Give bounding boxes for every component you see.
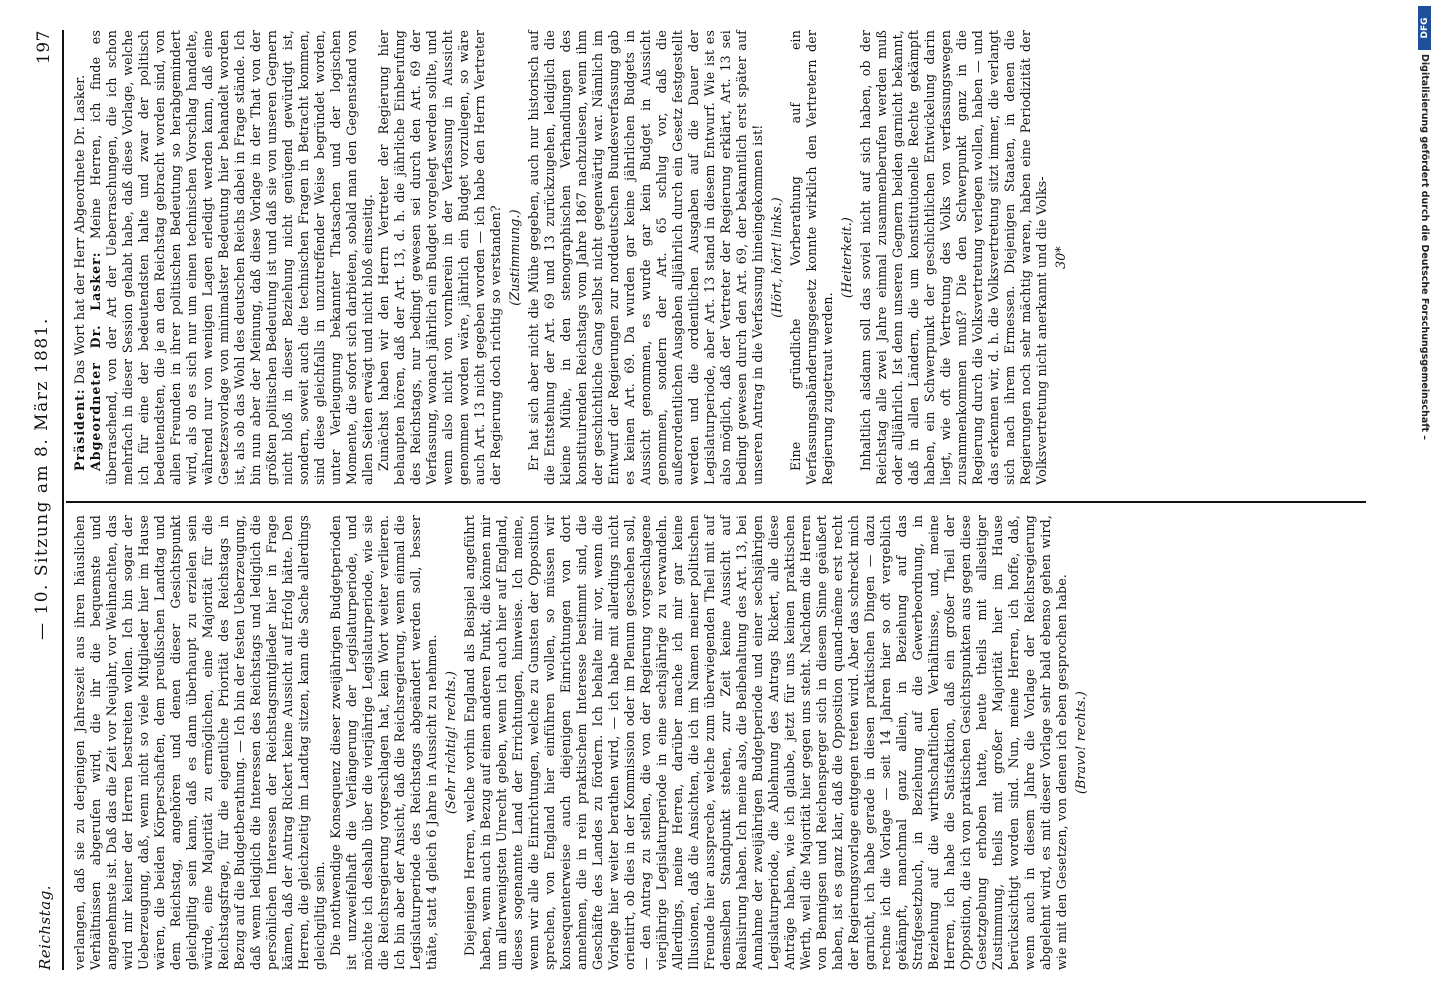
paragraph: Inhaltlich alsdann soll das soviel nicht auf sich haben, ob der Reichstag alle zwei Jahre einmal zusammenberufen werden muß oder alljährlich. Ist denn unseren Gegnern beiden garnicht bekannt, daß in allen Ländern, die um konstitutionelle Rechte gekämpft haben, ein Schwerpunkt der geschichtlichen Entwickelung darin liegt, wie oft die Vertretung des Volks von verfassungswegen zusammenkommen muß? Die den Schwerpunkt ganz in die Regierung durch die Volksvertretung verlegen wollen, haben — und das erkennen wir, d. h. die Volksvertretung sitzt immer, die verlangt sich nach ihrem Ermessen. Diejenigen Staaten, in denen die Regierungen noch sehr mächtig waren, haben eine Periodizität der Volksvertretung nicht anerkannt und die Volks- [858, 30, 1049, 485]
stage-direction: (Hört, hört! links.) [769, 197, 784, 318]
dfg-logo: DFG [1418, 6, 1431, 50]
stage-direction: (Zustimmung.) [507, 209, 522, 306]
speaker-label: Abgeordneter Dr. Lasker: [88, 251, 103, 471]
page-number: 197 [34, 30, 54, 64]
funding-notice: Digitalisierung gefördert durch die Deutsche Forschungsgemeinschaft – [1419, 54, 1430, 441]
digitization-sidebar [1418, 6, 1432, 996]
paragraph: Die nothwendige Konsequenz dieser zweijährigen Budgetperioden ist unzweifelhaft die Verlängerung der Legislaturperiode, und möchte ich deshalb über die vierjährige Legislaturperiode, wie sie die Reichsregierung vorgeschlagen hat, kein Wort weiter verlieren. Ich bin aber der Ansicht, daß die Reichsregierung, wenn einmal die Legislaturperiode des Reichstags abgeändert werden soll, besser thäte, statt 4 gleich 6 Jahre in Aussicht zu nehmen. [328, 515, 439, 970]
paragraph: Eine gründliche Vorberathung auf ein Verfassungsabänderungsgesetz konnte wirklich den Vertretern der Regierung zugetraut werden. [788, 30, 835, 485]
paragraph: Das Wort hat der Herr Abgeordnete Dr. Lasker. [72, 74, 87, 385]
paragraph: Zunächst haben wir den Herrn Vertreter der Regierung hier behaupten hören, daß der Art. 13, d. h. die jährliche Einberufung des Reichstags, nur bedingt gewesen sei durch den Art. 69 der Verfassung, wonach jährlich ein Budget vorgelegt werden sollte, und wenn also nicht von vornherein in der Verfassung in Aussicht genommen worden wäre, jährlich ein Budget vorzulegen, so wäre auch Art. 13 nicht gegeben worden — ich habe den Herrn Vertreter der Regierung doch richtig so verstanden? [376, 30, 503, 485]
right-column [72, 30, 1072, 485]
column-divider [66, 501, 1366, 503]
stage-direction: (Bravo! rechts.) [1073, 691, 1088, 794]
header-rule [62, 30, 64, 970]
paragraph: Diejenigen Herren, welche vorhin England als Beispiel angeführt haben, wenn auch in Bezug auf einen anderen Punkt, die können mir um allerwenigsten Unrecht geben, wenn ich auch hier auf England, dieses sogenannte Land der Errichtungen, hinweise. Ich meine, wenn wir alle die Einrichtungen, welche zu Gunsten der Opposition sprechen, von England hier einführen wollen, so müssen wir konsequenterweise auch diejenigen Einrichtungen von dort annehmen, die in rein praktischem Interesse bestimmt sind, die Geschäfte des Landes zu fördern. Ich behalte mir vor, wenn die Vorlage hier weiter berathen wird, — ich habe mit allerdings nicht orientirt, ob dies in der Kommission oder im Plenum geschehen soll, — den Antrag zu stellen, die von der Regierung vorgeschlagene vierjährige Legislaturperiode in eine sechsjährige zu verwandeln. Allerdings, meine Herren, darüber mache ich mir gar keine Illusionen, daß die Ansichten, die ich im Namen meiner politischen Freunde hier ausspreche, welche zum überwiegenden Theil mit auf demselben Standpunkt stehen, zur Zeit keine Aussicht auf Realisirung haben. Ich meine also, die Beibehaltung des Art. 13, bei Annahme der zweijährigen Budgetperiode und einer sechsjährigen Legislaturperiode, die Ablehnung des Antrags Rickert, alle diese Anträge haben, wie ich glaube, jetzt für uns keinen praktischen Werth, weil die Majorität hier gegen uns steht. Nachdem die Herren von Bennigsen und Reichensperger sich in diesem Sinne geäußert haben, ist es ganz klar, daß die Opposition quand-même erst recht der Regierungsvorlage entgegen treten wird. Aber das schreckt mich garnicht, ich habe gerade in diesen praktischen Dingen — dazu rechne ich die Vorlage — seit 14 Jahren hier so oft vergeblich gekämpft, manchmal ganz allein, in Beziehung auf das Strafgesetzbuch, in Beziehung auf die Gewerbeordnung, in Beziehung auf die wirthschaftlichen Verhältnisse, und, meine Herren, ich habe die Satisfaktion, daß ein großer Theil der Opposition, die ich von praktischen Gesichtspunkten aus gegen diese Gesetzgebung erhoben hatte, heute theils mit allseitiger Zustimmung, theils mit großer Majorität hier im Hause berücksichtigt worden sind. Nun, meine Herren, ich hoffe, daß, wenn auch in diesem Jahre die Vorlage der Reichsregierung abgelehnt wird, es mit dieser Vorlage sehr bald ebenso gehen wird, wie mit den Gesetzen, von denen ich eben gesprochen habe. [462, 515, 1069, 970]
session-dateline: — 10. Sitzung am 8. März 1881. [32, 317, 52, 640]
paragraph: Er hat sich aber nicht die Mühe gegeben, auch nur historisch auf die Entstehung der Art. 69 und 13 zurückzugehen, lediglich die kleine Mühe, in den stenographischen Verhandlungen des konstituirenden Reichstags vom Jahre 1867 nachzulesen, wenn ihm der geschichtliche Gang selbst nicht gegenwärtig war. Nämlich im Entwurf der Regierungen zur norddeutschen Bundesverfassung gab es keinen Art. 69. Da wurden gar keine jährlichen Budgets in Aussicht genommen, es wurde gar kein Budget in Aussicht genommen, sondern der Art. 65 schlug vor, daß die außerordentlichen Ausgaben alljährlich durch ein Gesetz festgestellt werden und die ordentlichen Ausgaben auf die Dauer der Legislaturperiode, aber Art. 13 stand in diesem Entwurf. Wie ist es also möglich, daß der Vertreter der Regierung erklärt, Art. 13 sei bedingt gewesen durch den Art. 69, der bekanntlich erst später auf unseren Antrag in die Verfassung hineingekommen ist! [526, 30, 765, 485]
page-header [32, 30, 58, 970]
stage-direction: (Heiterkeit.) [839, 217, 854, 298]
signature-mark: 30* [1053, 246, 1068, 269]
left-column [72, 515, 1092, 970]
paragraph: verlangen, daß sie zu derjenigen Jahreszeit aus ihren häuslichen Verhältnissen abgerufen wird, die ihr die bequemste und angenehmste ist. Daß das die Zeit vor Neujahr, vor Weihnachten, das wird mir keiner der Herren bestreiten wollen. Ich bin sogar der Ueberzeugung, daß, wenn nicht so viele Mitglieder hier im Hause wären, die beiden Körperschaften, dem preußischen Landtag und dem Reichstag, angehören und denen dieser Gesichtspunkt gleichgiltig sein kann, daß es dann überhaupt zu erzielen sein würde, eine Majorität zu ermöglichen, eine Majorität für die Reichstagsfrage, für die eigentliche Priorität des Reichstags in Bezug auf die Budgetberathung. — Ich bin der festen Ueberzeugung, daß wenn lediglich die Interessen des Reichstags und lediglich die persönlichen Interessen der Reichstagsmitglieder hier in Frage kämen, daß der Antrag Rickert keine Aussicht auf Erfolg hätte. Den Herren, die gleichzeitig im Landtag sitzen, kann die Sache allerdings gleichgiltig sein. [72, 515, 327, 970]
speaker-label: Präsident: [72, 388, 87, 471]
stage-direction: (Sehr richtig! rechts.) [443, 670, 458, 815]
running-title: Reichstag. [36, 884, 54, 970]
paragraph: Meine Herren, ich finde es überraschend, von der Art der Ueberraschungen, die ich schon mehrfach in dieser Session gehabt habe, daß diese Vorlage, welche ich für eine der bedeutendsten halte und zwar der politisch bedeutendsten, die je an den Reichstag gebracht worden sind, von allen Freunden in ihrer politischen Bedeutung so herabgemindert wird, als ob es sich nur um einen technischen Vorschlag handelte, während nur von wenigen Lagen erledigt werden kann, daß eine Gesetzesvorlage von minimalster Bedeutung hier behandelt worden ist, als ob das Wohl des deutschen Reichs dabei in Frage stände. Ich bin nun aber der Meinung, daß diese Vorlage in der That von der größten politischen Bedeutung ist und daß sie von unseren Gegnern nicht bloß in dieser Beziehung nicht genügend gewürdigt ist, sondern, soweit auch die technischen Fragen in Betracht kommen, sind diese gleichfalls in unzutreffender Weise begründet worden, unter Verleugnung bekannter Thatsachen und der logischen Momente, die sofort sich darbieten, sobald man den Gegenstand von allen Seiten erwägt und nicht bloß einseitig. [88, 30, 375, 485]
